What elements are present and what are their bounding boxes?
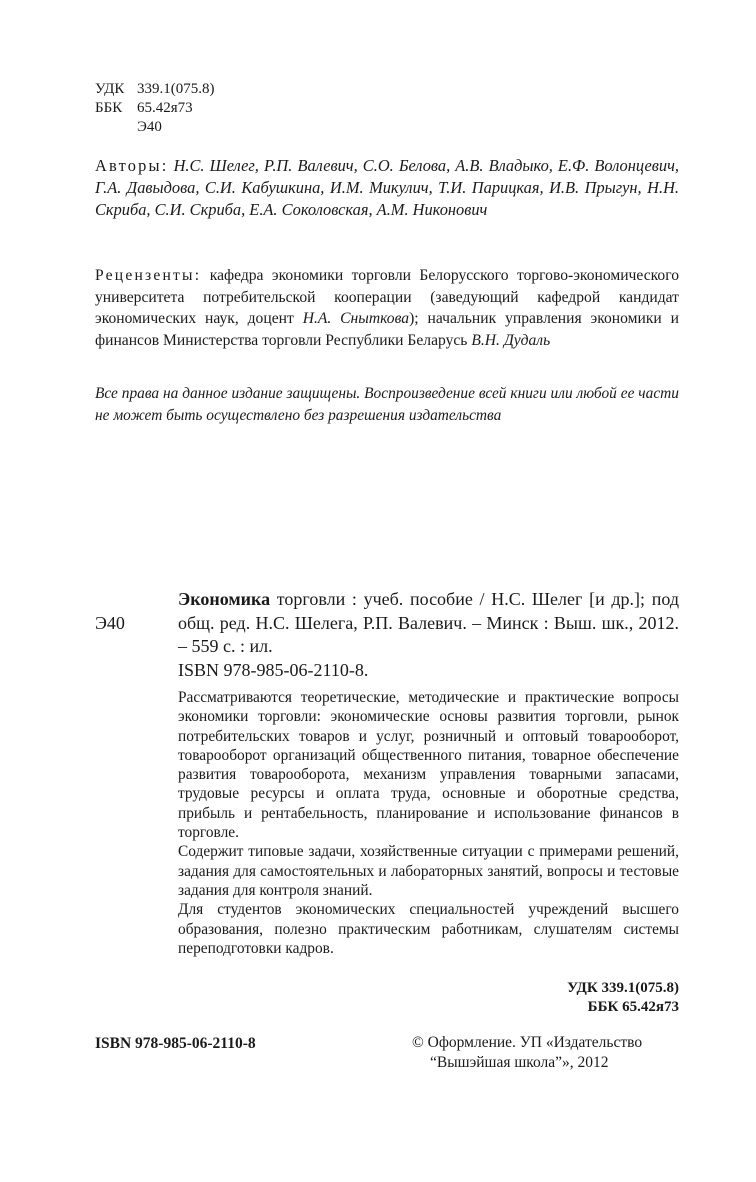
copyright-line-2: “Вышэйшая школа”», 2012 [430, 1053, 609, 1071]
bibliography-record [178, 588, 679, 682]
reviewers-label: Рецензенты: [95, 267, 202, 284]
udk-line [95, 80, 215, 99]
bibliography-isbn: ISBN 978-985-06-2110-8. [178, 659, 369, 680]
reviewer-name-2: В.Н. Дудаль [471, 331, 551, 349]
rights-notice: Все права на данное издание защищены. Воспроизведение всей книги или любой ее части не может быть осуществлено без разрешения издательства [95, 385, 679, 424]
bibliography-code: Э40 [95, 613, 125, 633]
authors-block [95, 155, 679, 221]
reviewers-block [95, 265, 679, 351]
bibliography-rest: торговли : учеб. пособие / Н.С. Шелег [и др.]; под общ. ред. Н.С. Шелега, Р.П. Валевич. – Минск : Выш. шк., 2012. – 559 с. : ил. [178, 589, 679, 656]
copyright-line-1: © Оформление. УП «Издательство [412, 1034, 643, 1051]
annotation [178, 688, 679, 958]
isbn-bottom: ISBN 978-985-06-2110-8 [95, 1035, 256, 1052]
reviewers-text-1: кафедра экономики торговли Белорусского торгово-экономического университета потребительской кооперации (заведующий кафедрой кандидат экономических наук, доцент [95, 267, 680, 327]
bibliography-title: Экономика [178, 589, 271, 609]
annotation-paragraph-2: Содержит типовые задачи, хозяйственные ситуации с примерами решений, задания для самостоятельных и лабораторных занятий, вопросы и тестовые задания для контроля знаний. [178, 843, 679, 899]
udk-label: УДК [95, 81, 125, 97]
bbk-label: ББК [95, 100, 123, 116]
annotation-paragraph-3: Для студентов экономических специальностей учреждений высшего образования, полезно практическим работникам, слушателям системы переподготовки кадров. [178, 901, 679, 957]
bbk-value: 65.42я73 [137, 100, 193, 116]
reviewers-text-2: ); начальник управления экономики и финансов Министерства торговли Республики Беларусь [95, 310, 680, 349]
copyright-notice [412, 1033, 642, 1072]
bbk-bottom: ББК 65.42я73 [587, 999, 679, 1015]
author-mark: Э40 [137, 119, 162, 135]
annotation-paragraph-1: Рассматриваются теоретические, методические и практические вопросы экономики торговли: экономические основы развития торговли, рынок потребительских товаров и услуг, розничный и оптовый товарооборот, товарооборот организаций общественного питания, товарное обеспечение развития товарооборота, механизм управления товарными запасами, трудовые ресурсы и оплата труда, основные и оборотные средства, прибыль и рентабельность, планирование и использование финансов в торговле. [178, 689, 679, 842]
reviewer-name-1: Н.А. Сныткова [302, 310, 410, 327]
authors-names: Н.С. Шелег, Р.П. Валевич, С.О. Белова, А.В. Владыко, Е.Ф. Волонцевич, Г.А. Давыдова, С.И. Кабушкина, И.М. Микулич, Т.И. Парицкая, И.В. Прыгун, Н.Н. Скриба, С.И. Скриба, Е.А. Соколовская, А.М. Никонович [95, 156, 679, 219]
udk-value: 339.1(075.8) [137, 81, 215, 97]
bbk-line [95, 99, 215, 118]
classification-codes [95, 80, 215, 137]
authors-label: Авторы: [95, 156, 169, 175]
udk-bottom: УДК 339.1(075.8) [567, 980, 679, 996]
classification-codes-bottom [567, 979, 679, 1017]
